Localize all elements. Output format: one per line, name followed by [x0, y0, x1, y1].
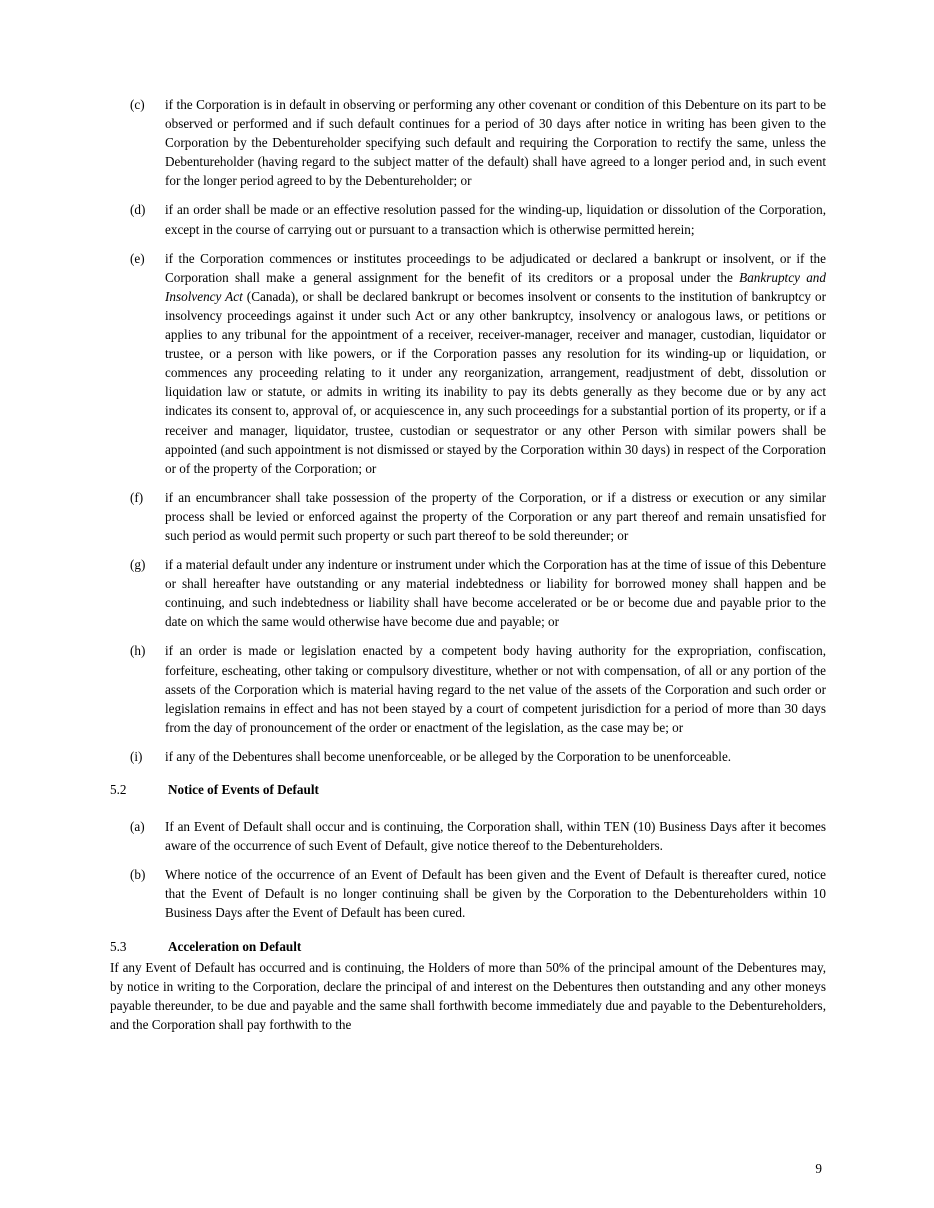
section-5-3-title: Acceleration on Default: [168, 938, 302, 954]
clause-c: [130, 95, 826, 190]
clause-d: [130, 200, 826, 238]
section-5-3-heading: [110, 937, 826, 956]
clause-h-text: if an order is made or legislation enacted by a competent body having authority for the expropriation, confiscation, forfeiture, escheating, other taking or compulsory divestiture, whether or not with compensation, of all or any portion of the assets of the Corporation which is material having regard to the net value of the assets of the Corporation and such order or legislation remains in effect and has not been stayed by a court of competent jurisdiction for a period of more than 30 days from the day of pronouncement of the order or enactment of the legislation, as the case may be; or: [165, 643, 826, 735]
section-5-3-number: 5.3: [110, 938, 127, 954]
clause-g: [130, 555, 826, 631]
clause-e-text: [165, 249, 826, 478]
clause-c-label: (c): [130, 97, 145, 112]
notice-clause-a: [130, 817, 826, 855]
notice-clause-b-label: (b): [130, 867, 146, 883]
clause-e: [130, 249, 826, 478]
clause-f: [130, 488, 826, 545]
clause-f-label: (f): [130, 489, 144, 505]
section-5-2-number: 5.2: [110, 782, 127, 797]
clause-d-label: (d): [130, 202, 146, 218]
clause-e-label: (e): [130, 250, 145, 266]
clause-h: [130, 641, 826, 736]
clause-g-label: (g): [130, 557, 146, 573]
events-of-default-clause-list: [130, 95, 826, 766]
notice-clause-b: [130, 865, 826, 922]
clause-i: [130, 747, 826, 766]
clause-d-text: if an order shall be made or an effective resolution passed for the winding-up, liquidation or dissolution of the Corporation, except in the course of carrying out or pursuant to a transaction which is otherwise permitted herein;: [165, 202, 826, 237]
notice-clause-a-text: If an Event of Default shall occur and is continuing, the Corporation shall, within TEN (10) Business Days after it becomes aware of the occurrence of such Event of Default, give notice thereof to the Debentureholders.: [165, 819, 826, 854]
section-5-3-body: If any Event of Default has occurred and is continuing, the Holders of more than 50% of the principal amount of the Debentures may, by notice in writing to the Corporation, declare the principal of and interest on the Debentures then outstanding and any other moneys payable thereunder, to be due and payable and the same shall forthwith become immediately due and payable to the Debentureholders, and the Corporation shall pay forthwith to the: [110, 959, 826, 1032]
page-number: 9: [815, 1160, 822, 1176]
clause-i-text: if any of the Debentures shall become unenforceable, or be alleged by the Corporation to be unenforceable.: [165, 748, 732, 764]
notice-clause-a-label: (a): [130, 819, 145, 835]
notice-clause-list: [130, 817, 826, 922]
notice-clause-b-text: Where notice of the occurrence of an Event of Default has been given and the Event of Default is thereafter cured, notice that the Event of Default is no longer continuing shall be given by the Corporation to the Debentureholders within 10 Business Days after the Event of Default has been cured.: [165, 867, 826, 921]
clause-e-text-after: (Canada), or shall be declared bankrupt or becomes insolvent or consents to the institution of bankruptcy or insolvency proceedings against it under such Act or any other bankruptcy, insolvency or analogous laws, or petitions or applies to any tribunal for the appointment of a receiver, receiver-manager, receiver and manager, custodian, liquidator or trustee, or a person with like powers, or if the Corporation passes any resolution for its winding-up or liquidation, or commences any proceeding relating to it under any reorganization, arrangement, readjustment of debt, dissolution or liquidation law or statute, or admits in writing its inability to pay its debts generally as they become due or by any act indicates its consent to, approval of, or acquiescence in, any such proceedings for a substantial portion of its property, or if a receiver and manager, liquidator, trustee, custodian or sequestrator or any other Person with similar powers shall be appointed (and such appointment is not dismissed or stayed by the Corporation within 30 days) in respect of the Corporation or of the property of the Corporation; or: [165, 288, 826, 476]
clause-h-label: (h): [130, 643, 146, 659]
clause-i-label: (i): [130, 748, 143, 764]
clause-e-text-before: if the Corporation commences or institutes proceedings to be adjudicated or declared a bankrupt or insolvent, or if the Corporation shall make a general assignment for the benefit of its creditors or a proposal under the: [165, 250, 826, 285]
statute-name-italic: Bankruptcy and Insolvency Act: [165, 269, 826, 304]
clause-c-text: if the Corporation is in default in observing or performing any other covenant or condition of this Debenture on its part to be observed or performed and if such default continues for a period of 30 days after notice in writing has been given to the Corporation by the Debentureholder specifying such default and requiring the Corporation to rectify the same, unless the Debentureholder (having regard to the subject matter of the default) shall have agreed to a longer period and, in such event for the longer period agreed to by the Debentureholder; or: [165, 97, 826, 189]
section-5-2-title: Notice of Events of Default: [168, 782, 319, 797]
section-5-2-heading: [110, 780, 826, 799]
clause-g-text: if a material default under any indenture or instrument under which the Corporation has at the time of issue of this Debenture or shall hereafter have outstanding or any material indebtedness or liability for borrowed money shall happen and be continuing, and such indebtedness or liability shall have become accelerated or be or become due and payable prior to the date on which the same would otherwise have become due and payable; or: [165, 557, 826, 630]
clause-f-text: if an encumbrancer shall take possession of the property of the Corporation, or if a distress or execution or any similar process shall be levied or enforced against the property of the Corporation or any part thereof and remain unsatisfied for such period as would permit such property or such part thereof to be sold thereunder; or: [165, 489, 826, 543]
